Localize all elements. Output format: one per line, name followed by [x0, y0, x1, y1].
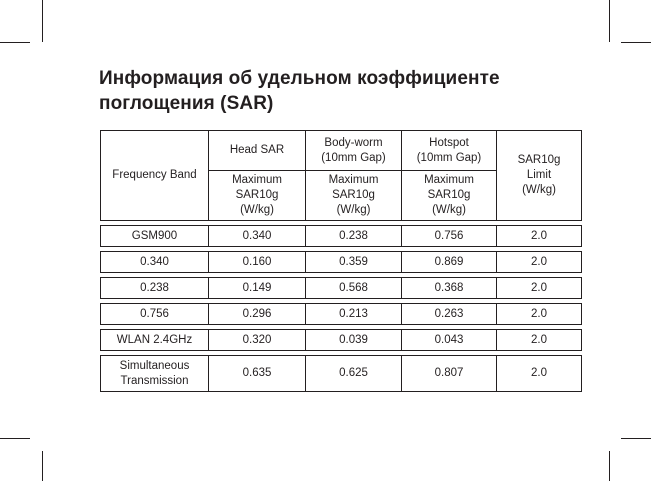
- header-hotspot: [402, 131, 497, 171]
- header-sar-limit-line-1: SAR10g: [517, 154, 561, 166]
- header-sar-limit-line-3: (W/kg): [522, 184, 556, 196]
- crop-mark-bottom-left: [42, 451, 43, 481]
- cell-limit: 2.0: [497, 226, 582, 247]
- subheader-hotspot-line-1: Maximum: [424, 174, 474, 186]
- cell-hotspot-sar: 0.807: [402, 356, 497, 392]
- header-body-worn-line-1: Body-worm: [324, 136, 383, 149]
- table-row: [101, 304, 582, 325]
- table-row: [101, 330, 582, 351]
- subheader-hotspot-line-2: SAR10g: [427, 189, 471, 201]
- header-body-worn-line-2: (10mm Gap): [321, 151, 386, 164]
- cell-head-sar: 0.149: [209, 278, 306, 299]
- cell-hotspot-sar: 0.756: [402, 226, 497, 247]
- cell-body-sar: 0.625: [306, 356, 402, 392]
- table-row: [101, 356, 582, 392]
- cell-body-sar: 0.359: [306, 252, 402, 273]
- cell-hotspot-sar: 0.869: [402, 252, 497, 273]
- page-title: [99, 66, 569, 116]
- crop-mark-top-left: [42, 0, 43, 42]
- cell-head-sar: 0.296: [209, 304, 306, 325]
- cell-band: 0.756: [101, 304, 209, 325]
- cell-limit: 2.0: [497, 278, 582, 299]
- cell-band: GSM900: [101, 226, 209, 247]
- subheader-head-line-2: SAR10g: [235, 189, 279, 201]
- crop-mark-left-top: [0, 42, 30, 43]
- cell-band: 0.238: [101, 278, 209, 299]
- cell-band: 0.340: [101, 252, 209, 273]
- crop-mark-right-top: [621, 42, 651, 43]
- subheader-body-line-3: (W/kg): [336, 204, 371, 216]
- cell-band-line-1: Simultaneous: [119, 359, 190, 372]
- cell-limit: 2.0: [497, 356, 582, 392]
- crop-mark-right-bottom: [621, 438, 651, 439]
- header-hotspot-line-2: (10mm Gap): [416, 151, 482, 164]
- subheader-head-line-1: Maximum: [232, 174, 282, 186]
- crop-mark-bottom-right: [609, 451, 610, 481]
- cell-body-sar: 0.213: [306, 304, 402, 325]
- header-sar-limit: [497, 131, 582, 221]
- cell-hotspot-sar: 0.263: [402, 304, 497, 325]
- cell-band: [101, 356, 209, 392]
- table-header-row: [101, 131, 582, 171]
- cell-band: WLAN 2.4GHz: [101, 330, 209, 351]
- header-frequency-band: Frequency Band: [101, 131, 209, 221]
- cell-limit: 2.0: [497, 252, 582, 273]
- table-row: [101, 252, 582, 273]
- sar-table: [100, 130, 582, 392]
- cell-limit: 2.0: [497, 330, 582, 351]
- cell-hotspot-sar: 0.043: [402, 330, 497, 351]
- header-body-worn: [306, 131, 402, 171]
- subheader-body-line-2: SAR10g: [332, 189, 375, 201]
- cell-body-sar: 0.568: [306, 278, 402, 299]
- cell-hotspot-sar: 0.368: [402, 278, 497, 299]
- subheader-body-line-1: Maximum: [328, 174, 379, 186]
- header-head-sar: Head SAR: [209, 131, 306, 171]
- subheader-hotspot-max: [402, 171, 497, 221]
- header-hotspot-line-1: Hotspot: [429, 136, 469, 149]
- table-row: [101, 278, 582, 299]
- cell-head-sar: 0.160: [209, 252, 306, 273]
- subheader-head-line-3: (W/kg): [240, 204, 274, 216]
- crop-mark-top-right: [609, 0, 610, 42]
- subheader-hotspot-line-3: (W/kg): [432, 204, 466, 216]
- table-row: [101, 226, 582, 247]
- cell-head-sar: 0.320: [209, 330, 306, 351]
- cell-body-sar: 0.039: [306, 330, 402, 351]
- cell-limit: 2.0: [497, 304, 582, 325]
- cell-head-sar: 0.635: [209, 356, 306, 392]
- header-sar-limit-line-2: Limit: [526, 169, 552, 181]
- page-title-line-2: поглощения (SAR): [99, 93, 274, 114]
- subheader-head-max: [209, 171, 306, 221]
- crop-mark-left-bottom: [0, 438, 30, 439]
- cell-band-line-2: Transmission: [120, 374, 189, 387]
- subheader-body-max: [306, 171, 402, 221]
- cell-body-sar: 0.238: [306, 226, 402, 247]
- page-title-line-1: Информация об удельном коэффициенте: [99, 68, 500, 89]
- cell-head-sar: 0.340: [209, 226, 306, 247]
